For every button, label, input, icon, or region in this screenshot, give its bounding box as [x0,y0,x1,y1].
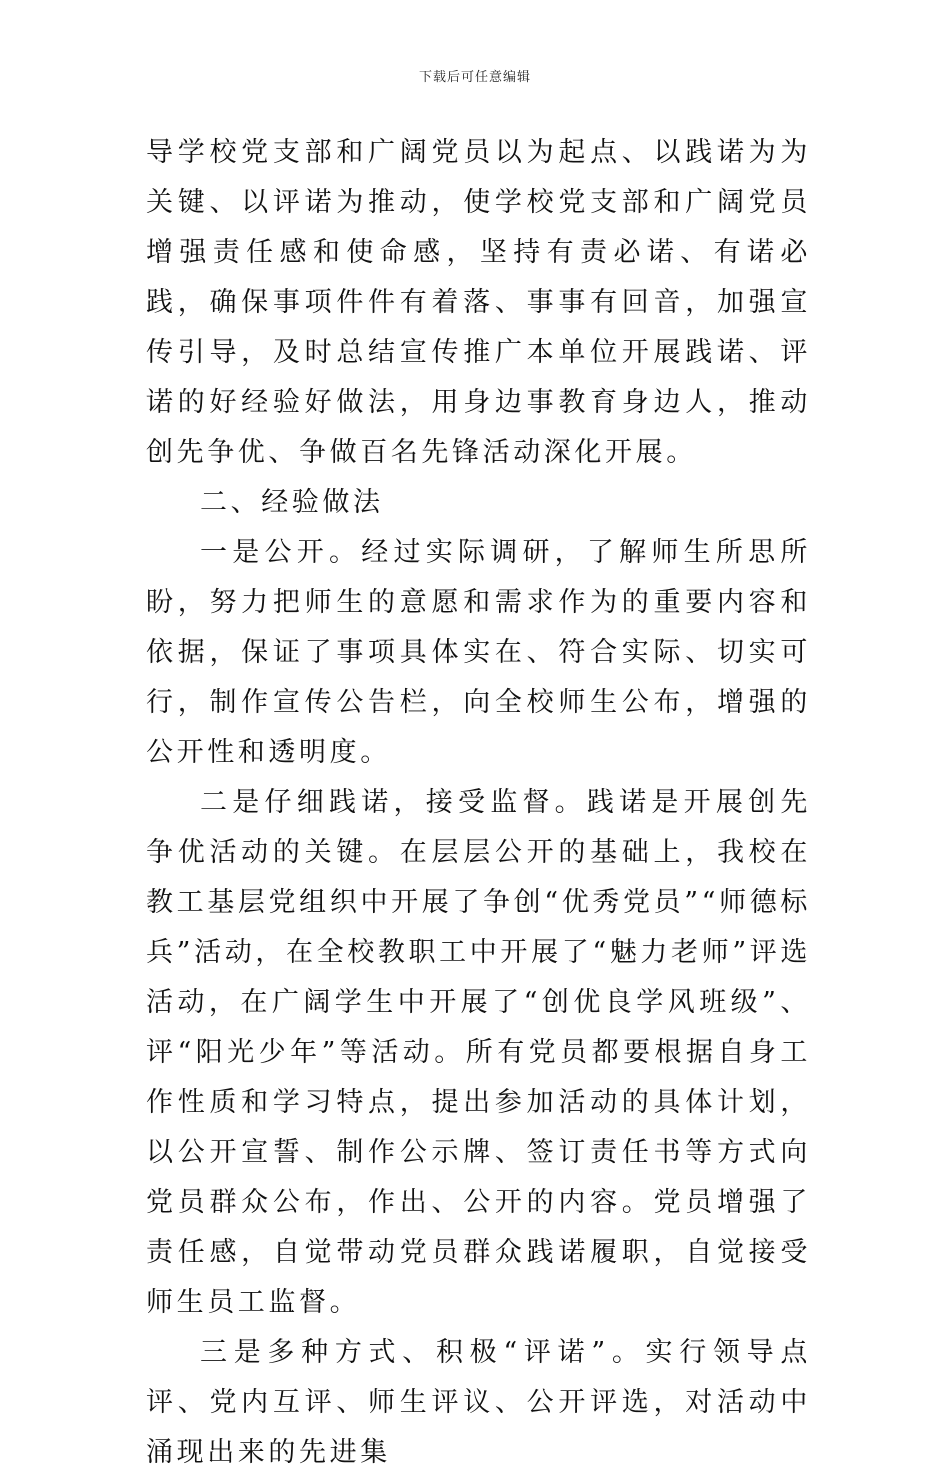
paragraph-point-three: 三是多种方式、积极“评诺”。实行领导点评、党内互评、师生评议、公开评选，对活动中涌现出来的先进集 [146,1337,811,1468]
section-heading-experience: 二、经验做法 [200,487,384,518]
page-header-note: 下载后可任意编辑 [418,70,531,85]
paragraph-point-one: 一是公开。经过实际调研，了解师生所思所盼，努力把师生的意愿和需求作为的重要内容和依据，保证了事项具体实在、符合实际、切实可行，制作宣传公告栏，向全校师生公布，增强的公开性和透明度。 [146,537,811,768]
document-body [146,128,811,1478]
paragraph-point-two: 二是仔细践诺，接受监督。践诺是开展创先争优活动的关键。在层层公开的基础上，我校在教工基层党组织中开展了争创“优秀党员”“师德标兵”活动，在全校教职工中开展了“魅力老师”评选活动，在广阔学生中开展了“创优良学风班级”、评“阳光少年”等活动。所有党员都要根据自身工作性质和学习特点，提出参加活动的具体计划，以公开宣誓、制作公示牌、签订责任书等方式向党员群众公布，作出、公开的内容。党员增强了责任感，自觉带动党员群众践诺履职，自觉接受师生员工监督。 [146,787,811,1318]
paragraph-intro: 导学校党支部和广阔党员以为起点、以践诺为为关键、以评诺为推动，使学校党支部和广阔党员增强责任感和使命感，坚持有责必诺、有诺必践，确保事项件件有着落、事事有回音，加强宣传引导，及时总结宣传推广本单位开展践诺、评诺的好经验好做法，用身边事教育身边人，推动创先争优、争做百名先锋活动深化开展。 [146,137,811,468]
